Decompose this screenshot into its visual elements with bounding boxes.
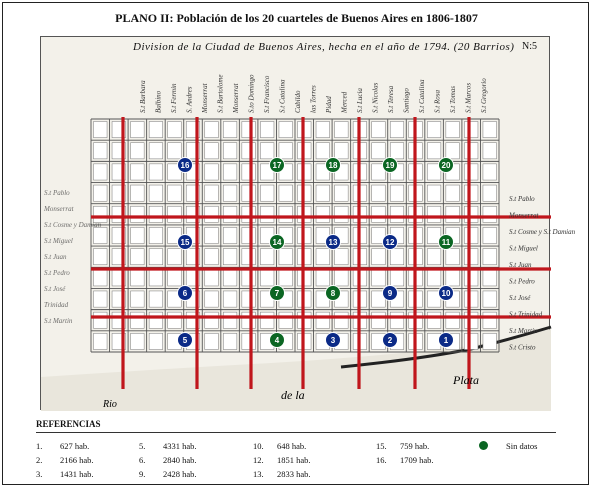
city-block bbox=[372, 249, 386, 265]
reference-number: 12. bbox=[253, 455, 264, 465]
city-block bbox=[483, 206, 497, 222]
city-block bbox=[279, 143, 293, 159]
river-label: Rio bbox=[103, 399, 117, 410]
cuartel-number: 20 bbox=[441, 161, 451, 170]
city-block bbox=[205, 249, 219, 265]
street-name-top: S.t Teresa bbox=[387, 85, 395, 113]
reference-value: 759 hab. bbox=[400, 441, 430, 451]
city-block bbox=[131, 270, 145, 286]
city-block bbox=[335, 206, 349, 222]
city-block bbox=[205, 291, 219, 307]
street-name-left: Trinidad bbox=[44, 301, 69, 309]
city-block bbox=[335, 249, 349, 265]
reference-item bbox=[139, 441, 197, 451]
city-block bbox=[149, 122, 163, 138]
city-block bbox=[260, 122, 274, 138]
city-block bbox=[94, 312, 108, 328]
city-block bbox=[427, 143, 441, 159]
street-name-right: S.t Cosme y S.t Damian bbox=[509, 228, 576, 236]
city-block bbox=[483, 291, 497, 307]
street-name-right: Monserrat bbox=[509, 211, 539, 220]
street-name-top: Monserrat bbox=[201, 83, 209, 113]
reference-item bbox=[376, 455, 434, 465]
reference-number: 10. bbox=[253, 441, 264, 451]
street-name-left: S.t Juan bbox=[44, 253, 67, 261]
city-block bbox=[372, 143, 386, 159]
street-name-right: S.t Miguel bbox=[509, 244, 538, 253]
references-title: REFERENCIAS bbox=[36, 419, 101, 429]
river-label: de la bbox=[281, 388, 305, 402]
city-block bbox=[427, 206, 441, 222]
city-block bbox=[390, 122, 404, 138]
city-block bbox=[223, 249, 237, 265]
city-block bbox=[316, 122, 330, 138]
city-block bbox=[260, 270, 274, 286]
reference-item bbox=[253, 469, 311, 479]
city-block bbox=[464, 249, 478, 265]
city-block bbox=[223, 333, 237, 349]
city-block bbox=[131, 122, 145, 138]
city-block bbox=[242, 227, 256, 243]
reference-number: 15. bbox=[376, 441, 387, 451]
city-block bbox=[94, 206, 108, 222]
city-block bbox=[205, 143, 219, 159]
city-block bbox=[168, 206, 182, 222]
city-block bbox=[205, 185, 219, 201]
cuartel-number: 12 bbox=[385, 238, 395, 247]
street-name-top: las Torres bbox=[309, 85, 318, 113]
street-name-top: Merced bbox=[340, 91, 349, 113]
city-block bbox=[149, 333, 163, 349]
city-block bbox=[427, 122, 441, 138]
street-name-right: S.t Juan bbox=[509, 261, 532, 269]
city-block bbox=[390, 143, 404, 159]
city-block bbox=[131, 291, 145, 307]
city-block bbox=[94, 249, 108, 265]
city-block bbox=[464, 164, 478, 180]
city-block bbox=[131, 333, 145, 349]
city-block bbox=[260, 143, 274, 159]
cuartel-number: 11 bbox=[441, 238, 451, 247]
city-block bbox=[464, 291, 478, 307]
reference-number: 6. bbox=[139, 455, 146, 465]
street-name-top: S.t Barbara bbox=[139, 80, 147, 113]
city-block bbox=[446, 185, 460, 201]
city-block bbox=[260, 312, 274, 328]
city-block bbox=[131, 143, 145, 159]
street-name-top: S.t Tomas bbox=[449, 86, 457, 113]
reference-value: 2166 hab. bbox=[60, 455, 94, 465]
cuartel-number: 17 bbox=[272, 161, 282, 170]
cuartel-number: 1 bbox=[443, 336, 449, 345]
street-name-right: S.t Martin bbox=[509, 327, 538, 335]
city-block bbox=[483, 122, 497, 138]
city-block bbox=[335, 122, 349, 138]
no-data-legend-label: Sin datos bbox=[506, 441, 538, 451]
city-block bbox=[427, 249, 441, 265]
cuartel-number: 3 bbox=[330, 336, 336, 345]
cuartel-number: 16 bbox=[180, 161, 190, 170]
street-name-top: Monserrat bbox=[232, 83, 240, 113]
reference-item bbox=[253, 441, 306, 451]
street-name-top: S.t Catalina bbox=[418, 79, 426, 113]
city-block bbox=[205, 164, 219, 180]
river-label: Plata bbox=[453, 373, 479, 387]
city-block bbox=[242, 164, 256, 180]
reference-item bbox=[139, 469, 197, 479]
city-block bbox=[464, 122, 478, 138]
street-name-top: Cabildo bbox=[294, 90, 302, 113]
city-block bbox=[446, 143, 460, 159]
reference-value: 2840 hab. bbox=[163, 455, 197, 465]
reference-item bbox=[36, 441, 89, 451]
street-name-top: S.t Bartolome bbox=[216, 74, 225, 113]
cuartel-number: 15 bbox=[180, 238, 190, 247]
city-block bbox=[316, 206, 330, 222]
city-block bbox=[279, 312, 293, 328]
reference-item bbox=[36, 469, 94, 479]
street-name-left: S.t Cosme y Damian bbox=[44, 221, 102, 229]
reference-number: 3. bbox=[36, 469, 43, 479]
street-name-top: S.t Lucia bbox=[356, 88, 364, 113]
city-block bbox=[316, 185, 330, 201]
reference-item bbox=[139, 455, 197, 465]
city-block bbox=[242, 270, 256, 286]
city-block bbox=[390, 249, 404, 265]
city-block bbox=[335, 143, 349, 159]
city-block bbox=[205, 333, 219, 349]
reference-value: 1851 hab. bbox=[277, 455, 311, 465]
city-block bbox=[131, 249, 145, 265]
city-block bbox=[446, 122, 460, 138]
city-block bbox=[483, 227, 497, 243]
reference-number: 16. bbox=[376, 455, 387, 465]
city-block bbox=[464, 312, 478, 328]
city-block bbox=[168, 122, 182, 138]
street-name-top: S.t Fermin bbox=[170, 83, 178, 113]
city-block bbox=[316, 143, 330, 159]
cuartel-number: 13 bbox=[328, 238, 338, 247]
city-block bbox=[149, 206, 163, 222]
city-block bbox=[260, 249, 274, 265]
cuartel-number: 18 bbox=[328, 161, 338, 170]
city-block bbox=[464, 185, 478, 201]
street-name-right: S.t Trinidad bbox=[509, 310, 543, 319]
city-block bbox=[168, 143, 182, 159]
city-block bbox=[242, 143, 256, 159]
city-block bbox=[94, 185, 108, 201]
city-block bbox=[242, 291, 256, 307]
city-block bbox=[483, 143, 497, 159]
city-block bbox=[131, 312, 145, 328]
street-name-top: S.t Rosa bbox=[433, 90, 442, 113]
city-block bbox=[223, 122, 237, 138]
city-block bbox=[149, 249, 163, 265]
street-name-right: S.t Cristo bbox=[509, 343, 536, 352]
city-block bbox=[168, 249, 182, 265]
reference-value: 2428 hab. bbox=[163, 469, 197, 479]
city-block bbox=[316, 249, 330, 265]
cuartel-number: 14 bbox=[272, 238, 282, 247]
reference-value: 1709 hab. bbox=[400, 455, 434, 465]
city-block bbox=[223, 164, 237, 180]
city-block bbox=[427, 185, 441, 201]
city-block bbox=[446, 249, 460, 265]
city-block bbox=[260, 206, 274, 222]
city-block bbox=[242, 312, 256, 328]
city-block bbox=[149, 312, 163, 328]
city-block bbox=[149, 270, 163, 286]
reference-item bbox=[253, 455, 311, 465]
city-block bbox=[149, 185, 163, 201]
city-block bbox=[223, 185, 237, 201]
city-block bbox=[168, 312, 182, 328]
city-block bbox=[223, 270, 237, 286]
city-block bbox=[94, 270, 108, 286]
city-block bbox=[131, 164, 145, 180]
city-block bbox=[335, 312, 349, 328]
city-block bbox=[483, 185, 497, 201]
map-canvas bbox=[41, 37, 576, 411]
street-name-top: Pidad bbox=[325, 96, 333, 113]
reference-item bbox=[36, 455, 94, 465]
city-block bbox=[149, 291, 163, 307]
city-block bbox=[335, 270, 349, 286]
city-block bbox=[223, 291, 237, 307]
city-block bbox=[335, 185, 349, 201]
city-block bbox=[149, 143, 163, 159]
city-block bbox=[446, 206, 460, 222]
city-block bbox=[149, 164, 163, 180]
street-name-top: S.to Domingo bbox=[247, 74, 256, 113]
city-block bbox=[242, 206, 256, 222]
city-block bbox=[483, 164, 497, 180]
figure-title: PLANO II: Población de los 20 cuarteles de Buenos Aires en 1806-1807 bbox=[115, 11, 478, 25]
cuartel-number: 5 bbox=[182, 336, 188, 345]
city-block bbox=[483, 249, 497, 265]
city-block bbox=[205, 227, 219, 243]
city-block bbox=[464, 143, 478, 159]
city-block bbox=[464, 333, 478, 349]
city-block bbox=[279, 206, 293, 222]
map-heading: Division de la Ciudad de Buenos Aires, hecha en el año de 1794. (20 Barrios) bbox=[133, 41, 515, 53]
city-block bbox=[446, 270, 460, 286]
city-block bbox=[131, 185, 145, 201]
map-plate-number: N:5 bbox=[522, 41, 537, 52]
reference-number: 9. bbox=[139, 469, 146, 479]
city-block bbox=[427, 312, 441, 328]
street-name-top: S.t Marcos bbox=[464, 82, 473, 113]
city-block bbox=[372, 270, 386, 286]
city-block bbox=[242, 249, 256, 265]
city-block bbox=[483, 270, 497, 286]
city-block bbox=[205, 312, 219, 328]
reference-value: 627 hab. bbox=[60, 441, 90, 451]
city-block bbox=[390, 270, 404, 286]
city-block bbox=[279, 122, 293, 138]
cuartel-number: 7 bbox=[274, 289, 280, 298]
street-name-top: Balbino bbox=[154, 90, 163, 113]
reference-item bbox=[376, 441, 429, 451]
street-name-right: S.t José bbox=[509, 294, 531, 302]
reference-value: 2833 hab. bbox=[277, 469, 311, 479]
city-block bbox=[316, 312, 330, 328]
street-name-left: S.t Martin bbox=[44, 317, 73, 325]
city-block bbox=[483, 333, 497, 349]
city-block bbox=[223, 312, 237, 328]
city-block bbox=[483, 312, 497, 328]
street-name-right: S.t Pablo bbox=[509, 195, 535, 203]
city-block bbox=[131, 206, 145, 222]
cuartel-number: 6 bbox=[182, 289, 188, 298]
cuartel-number: 9 bbox=[387, 289, 393, 298]
cuartel-number: 19 bbox=[385, 161, 395, 170]
street-name-top: S. Andres bbox=[185, 86, 194, 113]
city-block bbox=[372, 312, 386, 328]
city-block bbox=[223, 143, 237, 159]
street-name-left: S.t Pablo bbox=[44, 189, 70, 197]
city-block bbox=[372, 206, 386, 222]
city-block bbox=[316, 270, 330, 286]
city-block bbox=[242, 185, 256, 201]
city-block bbox=[464, 206, 478, 222]
reference-value: 648 hab. bbox=[277, 441, 307, 451]
references-divider bbox=[36, 432, 556, 433]
street-name-top: S.t Gregorio bbox=[480, 78, 488, 113]
city-block bbox=[205, 270, 219, 286]
street-name-left: S.t Miguel bbox=[44, 237, 73, 245]
city-block bbox=[372, 122, 386, 138]
city-block bbox=[279, 270, 293, 286]
city-block bbox=[94, 143, 108, 159]
city-block bbox=[372, 185, 386, 201]
city-block bbox=[464, 227, 478, 243]
city-block bbox=[94, 291, 108, 307]
city-block bbox=[205, 122, 219, 138]
cuartel-number: 4 bbox=[274, 336, 280, 345]
city-block bbox=[242, 333, 256, 349]
city-block bbox=[94, 227, 108, 243]
city-block bbox=[446, 312, 460, 328]
street-name-top: Santiago bbox=[402, 88, 411, 113]
city-block bbox=[260, 185, 274, 201]
no-data-legend-marker bbox=[479, 441, 488, 450]
street-name-top: S.t Francisco bbox=[263, 75, 271, 113]
street-name-left: Monserrat bbox=[44, 205, 74, 213]
reference-number: 2. bbox=[36, 455, 43, 465]
reference-number: 1. bbox=[36, 441, 43, 451]
city-block bbox=[279, 249, 293, 265]
reference-value: 4331 hab. bbox=[163, 441, 197, 451]
cuartel-number: 2 bbox=[387, 336, 393, 345]
city-block bbox=[94, 122, 108, 138]
city-block bbox=[390, 185, 404, 201]
cuartel-number: 10 bbox=[441, 289, 451, 298]
city-block bbox=[223, 206, 237, 222]
city-block bbox=[149, 227, 163, 243]
city-block bbox=[94, 164, 108, 180]
city-block bbox=[427, 270, 441, 286]
city-block bbox=[279, 185, 293, 201]
street-name-top: S.t Nicolas bbox=[371, 82, 380, 113]
city-block bbox=[131, 227, 145, 243]
reference-number: 5. bbox=[139, 441, 146, 451]
street-name-right: S.t Pedro bbox=[509, 277, 535, 286]
reference-value: 1431 hab. bbox=[60, 469, 94, 479]
city-plan-map bbox=[40, 36, 576, 410]
city-block bbox=[390, 206, 404, 222]
street-name-left: S.t José bbox=[44, 285, 66, 293]
street-name-top: S.t Catalina bbox=[278, 79, 287, 113]
street-name-left: S.t Pedro bbox=[44, 269, 70, 277]
city-block bbox=[205, 206, 219, 222]
city-block bbox=[168, 185, 182, 201]
city-block bbox=[464, 270, 478, 286]
city-block bbox=[94, 333, 108, 349]
cuartel-number: 8 bbox=[330, 289, 336, 298]
city-block bbox=[223, 227, 237, 243]
city-block bbox=[390, 312, 404, 328]
city-block bbox=[242, 122, 256, 138]
reference-number: 13. bbox=[253, 469, 264, 479]
city-block bbox=[168, 270, 182, 286]
